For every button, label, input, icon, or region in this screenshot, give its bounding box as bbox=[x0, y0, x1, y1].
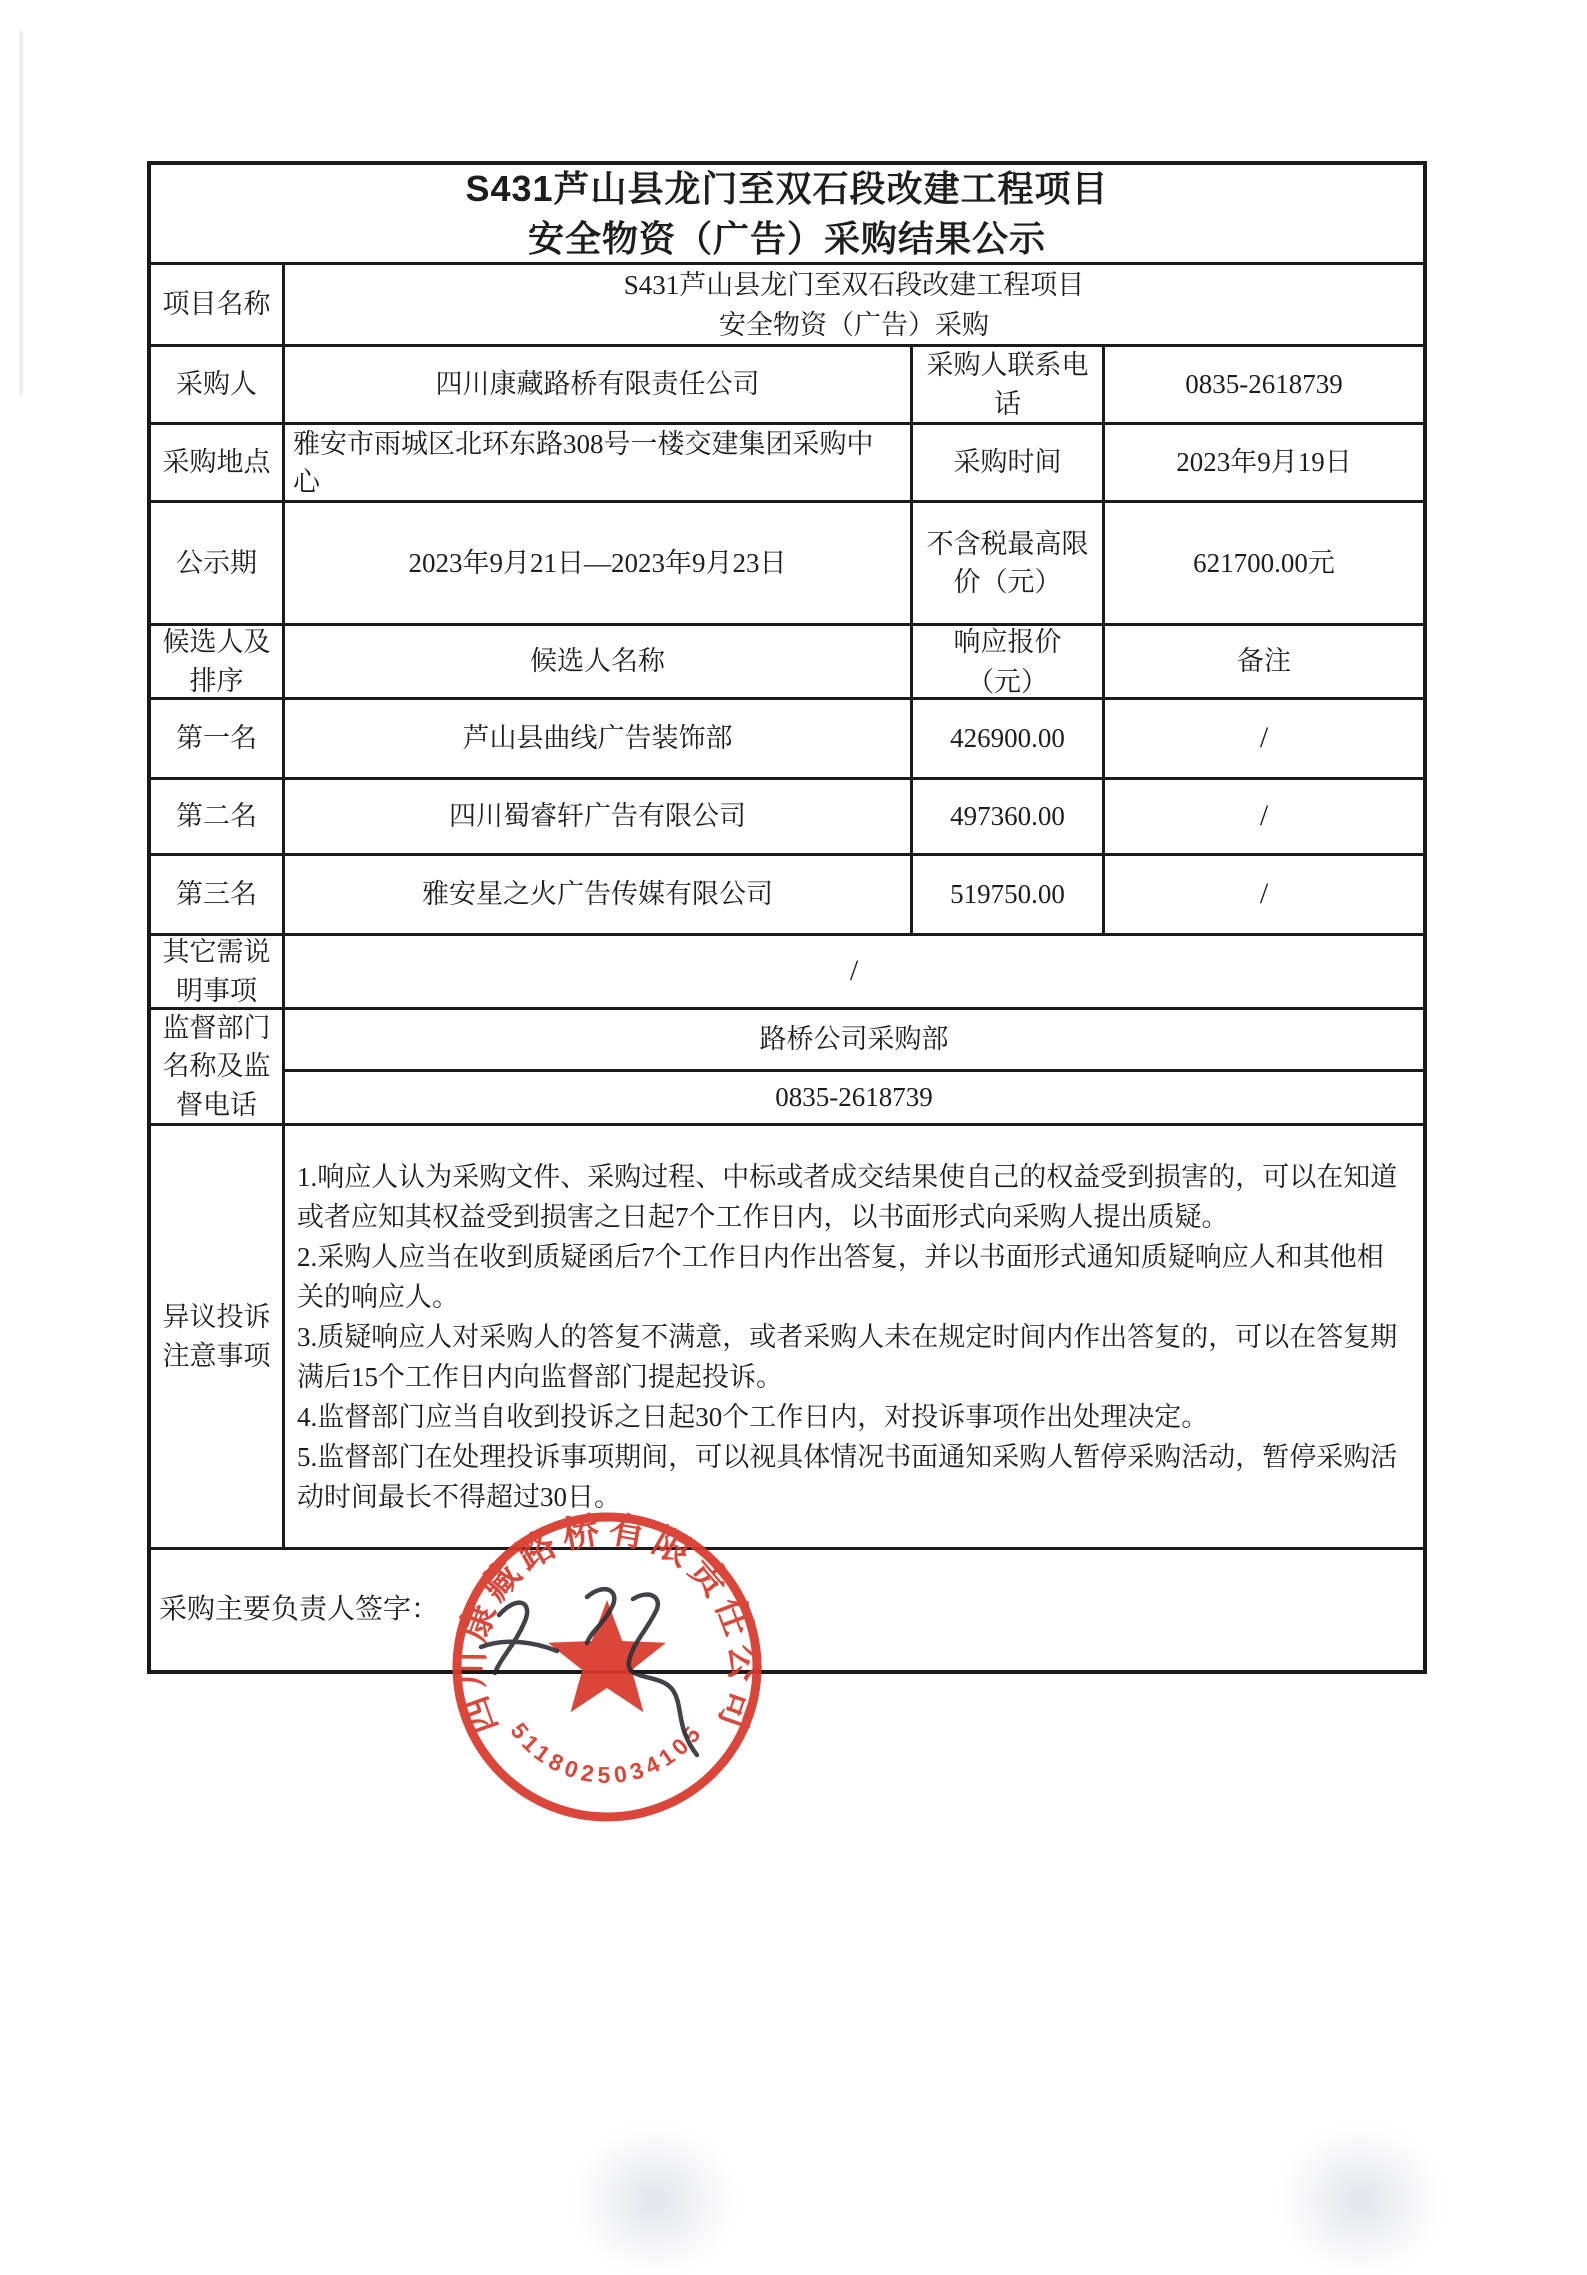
document-title-line1: S431芦山县龙门至双石段改建工程项目 bbox=[465, 167, 1109, 209]
candidate-name: 四川蜀睿轩广告有限公司 bbox=[285, 780, 913, 856]
publicity-period-value: 2023年9月21日—2023年9月23日 bbox=[285, 503, 913, 626]
buyer-value: 四川康藏路桥有限责任公司 bbox=[285, 347, 913, 425]
purchase-time-label: 采购时间 bbox=[913, 425, 1105, 503]
scan-edge-artifact bbox=[20, 30, 22, 395]
supervision-phone-value: 0835-2618739 bbox=[285, 1072, 1423, 1126]
candidate-rank: 第一名 bbox=[151, 700, 285, 780]
seal-company-text: 四川康藏路桥有限责任公司 bbox=[449, 1508, 765, 1740]
candidate-remark: / bbox=[1105, 856, 1423, 936]
objection-item-5: 5.监督部门在处理投诉事项期间，可以视具体情况书面通知采购人暂停采购活动，暂停采购活动时间最长不得超过30日。 bbox=[297, 1441, 1398, 1512]
candidate-rank: 第三名 bbox=[151, 856, 285, 936]
procurement-result-table bbox=[147, 161, 1427, 1674]
objection-item-3: 3.质疑响应人对采购人的答复不满意，或者采购人未在规定时间内作出答复的，可以在答复期满后15个工作日内向监督部门提起投诉。 bbox=[297, 1321, 1398, 1392]
project-name-value-line1: S431芦山县龙门至双石段改建工程项目 bbox=[623, 269, 1085, 300]
supervision-dept-value: 路桥公司采购部 bbox=[285, 1010, 1423, 1072]
other-notes-label: 其它需说明事项 bbox=[151, 936, 285, 1010]
signature-label: 采购主要负责人签字： bbox=[159, 1594, 440, 1626]
candidate-name: 芦山县曲线广告装饰部 bbox=[285, 700, 913, 780]
document-title bbox=[151, 165, 1423, 265]
location-value: 雅安市雨城区北环东路308号一楼交建集团采购中心 bbox=[285, 425, 913, 503]
purchase-time-value: 2023年9月19日 bbox=[1105, 425, 1423, 503]
scan-smudge bbox=[1278, 2125, 1443, 2275]
max-price-value: 621700.00元 bbox=[1105, 503, 1423, 626]
candidate-name: 雅安星之火广告传媒有限公司 bbox=[285, 856, 913, 936]
location-label: 采购地点 bbox=[151, 425, 285, 503]
candidate-remark: / bbox=[1105, 780, 1423, 856]
objection-item-4: 4.监督部门应当自收到投诉之日起30个工作日内，对投诉事项作出处理决定。 bbox=[297, 1401, 1209, 1432]
max-price-label: 不含税最高限价（元） bbox=[913, 503, 1105, 626]
candidate-rank: 第二名 bbox=[151, 780, 285, 856]
company-seal bbox=[437, 1497, 777, 1837]
candidate-remark: / bbox=[1105, 700, 1423, 780]
candidate-price: 497360.00 bbox=[913, 780, 1105, 856]
objection-notes bbox=[285, 1126, 1423, 1550]
candidate-remark-header: 备注 bbox=[1105, 626, 1423, 700]
buyer-label: 采购人 bbox=[151, 347, 285, 425]
objection-item-2: 2.采购人应当在收到质疑函后7个工作日内作出答复，并以书面形式通知质疑响应人和其他相关的响应人。 bbox=[297, 1241, 1384, 1312]
project-name-value-line2: 安全物资（广告）采购 bbox=[719, 309, 989, 340]
publicity-label: 公示期 bbox=[151, 503, 285, 626]
candidate-price-header-line1: 响应报价 bbox=[953, 626, 1062, 657]
buyer-phone-value: 0835-2618739 bbox=[1105, 347, 1423, 425]
document-title-line2: 安全物资（广告）采购结果公示 bbox=[527, 217, 1046, 259]
scan-smudge bbox=[572, 2125, 737, 2275]
other-notes-value: / bbox=[285, 936, 1423, 1010]
candidate-price: 426900.00 bbox=[913, 700, 1105, 780]
objection-item-1: 1.响应人认为采购文件、采购过程、中标或者成交结果使自己的权益受到损害的，可以在知道或者应知其权益受到损害之日起7个工作日内，以书面形式向采购人提出质疑。 bbox=[297, 1161, 1398, 1232]
seal-code-text: 5118025034105 bbox=[505, 1717, 709, 1788]
candidate-price: 519750.00 bbox=[913, 856, 1105, 936]
candidate-price-header bbox=[913, 626, 1105, 700]
objection-label: 异议投诉注意事项 bbox=[151, 1126, 285, 1550]
candidate-name-header: 候选人名称 bbox=[285, 626, 913, 700]
buyer-phone-label: 采购人联系电话 bbox=[913, 347, 1105, 425]
candidate-price-header-line2: （元） bbox=[967, 666, 1048, 697]
project-name-value bbox=[285, 265, 1423, 347]
candidate-rank-header: 候选人及排序 bbox=[151, 626, 285, 700]
supervision-label: 监督部门名称及监督电话 bbox=[151, 1010, 285, 1126]
project-name-label: 项目名称 bbox=[151, 265, 285, 347]
